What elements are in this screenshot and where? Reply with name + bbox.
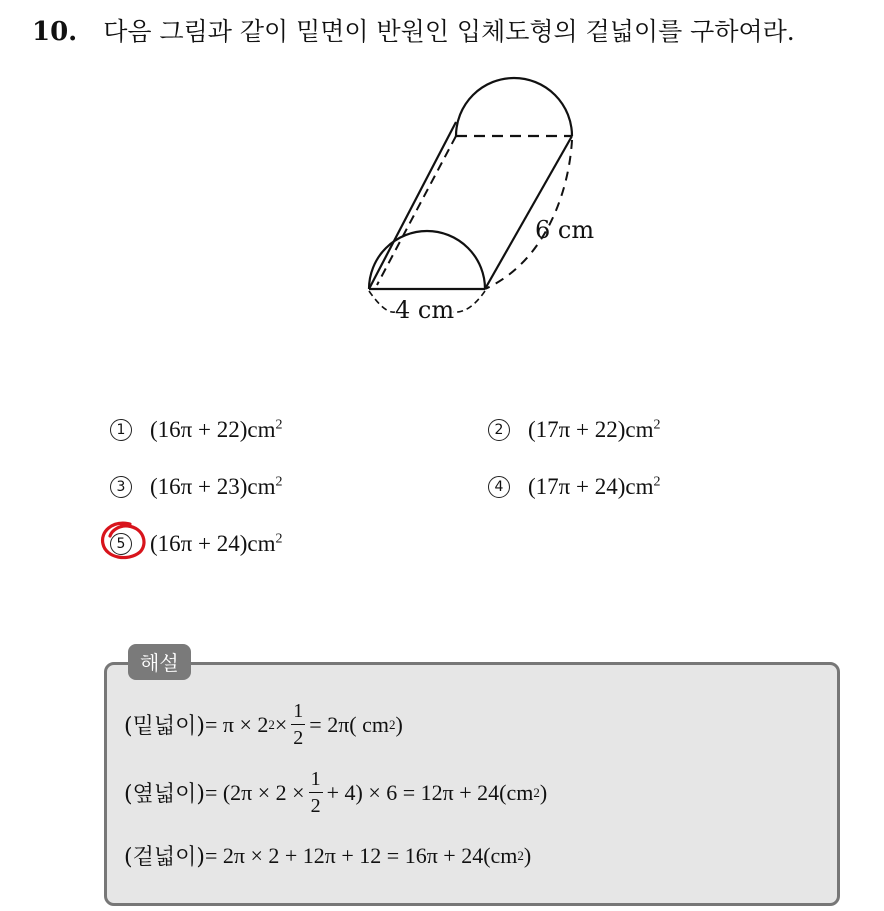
height-label: 6 cm: [535, 216, 595, 244]
choice-number: 1: [110, 419, 132, 441]
choice-number: 5: [110, 533, 132, 555]
choice-text: $(17\pi + 24)cm^2$: [528, 474, 661, 499]
answer-circle-mark: [98, 518, 150, 564]
choice-number: 2: [488, 419, 510, 441]
choice-text: $(17\pi + 22)cm^2$: [528, 417, 661, 442]
choice-text: $(16\pi + 22)cm^2$: [150, 417, 283, 442]
question-text: 다음 그림과 같이 밑면이 반원인 입체도형의 겉넓이를 구하여라.: [103, 17, 795, 46]
question-line: [32, 12, 795, 48]
base-label: 4 cm: [395, 296, 455, 324]
fraction: $\frac{1}{2}$: [310, 768, 321, 817]
figure-drawing: [355, 82, 615, 332]
base-dim-left: [369, 291, 395, 312]
question-number: 10.: [32, 17, 78, 47]
equation-base-area: (밑넓이) = π × 2 2 × $\frac{1}{2}$ = 2π( cm 2 ): [124, 700, 403, 749]
equation-surface-area: (겉넓이) = 2π × 2 + 12π + 12 = 16π + 24(cm 2 ): [124, 842, 532, 870]
left-hidden-edge: [377, 136, 456, 285]
equation-side-area: (옆넓이) = (2π × 2 × $\frac{1}{2}$ + 4) × 6 = 12π + 24(cm 2 ): [124, 768, 548, 817]
choice-1[interactable]: [110, 417, 283, 443]
bottom-semicircle: [369, 231, 485, 289]
choice-3[interactable]: [110, 474, 283, 500]
top-semicircle: [456, 78, 572, 136]
choice-number: 3: [110, 476, 132, 498]
base-dim-right: [453, 291, 485, 312]
right-edge: [485, 136, 572, 289]
choice-2[interactable]: [488, 417, 661, 443]
choice-4[interactable]: [488, 474, 661, 500]
choice-text: $(16\pi + 24)cm^2$: [150, 531, 283, 556]
fraction: $\frac{1}{2}$: [293, 700, 304, 749]
half-cylinder-figure: [355, 82, 615, 332]
left-edge: [369, 122, 456, 289]
choice-text: $(16\pi + 23)cm^2$: [150, 474, 283, 499]
choice-number: 4: [488, 476, 510, 498]
explanation-tag: 해설: [128, 644, 191, 680]
